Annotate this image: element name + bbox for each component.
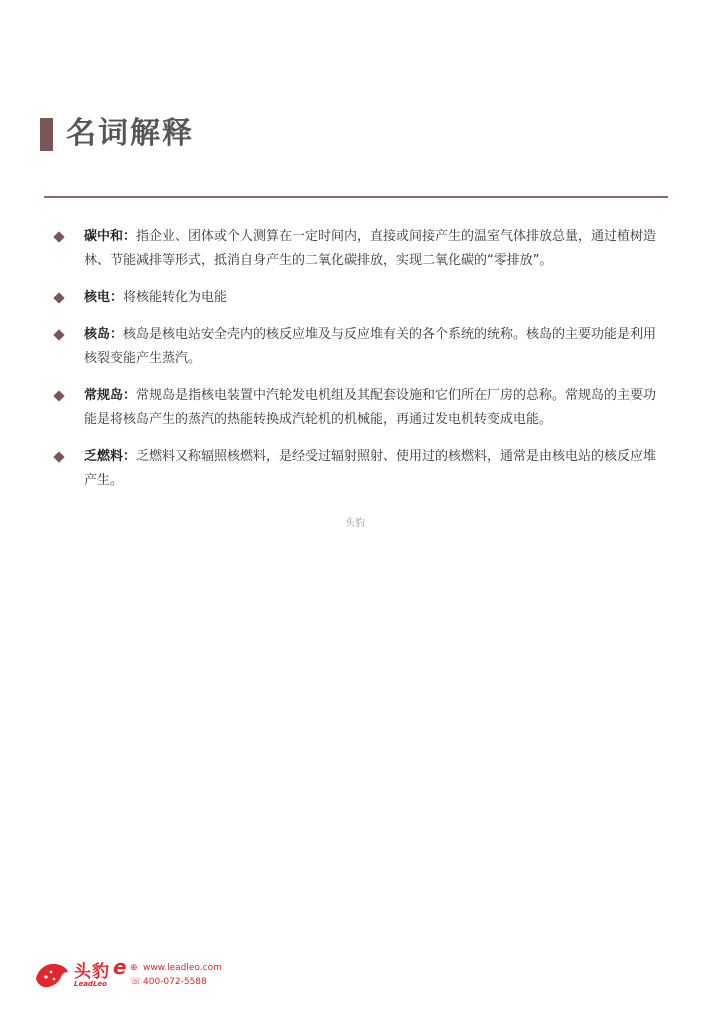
diamond-bullet-icon (53, 231, 64, 242)
phone-number: 400-072-5588 (143, 977, 207, 987)
source-note: 头豹 (345, 518, 365, 529)
term-item-nuclear-power (55, 286, 663, 310)
term-definition: 将核能转化为电能 (123, 290, 228, 305)
term-definition: 乏燃料又称辐照核燃料，是经受过辐射照射、使用过的核燃料，通常是由核电站的核反应堆产生。 (84, 449, 657, 488)
term-name: 核电： (84, 290, 124, 305)
term-definition: 指企业、团体或个人测算在一定时间内，直接或间接产生的温室气体排放总量，通过植树造林、节能减排等形式，抵消自身产生的二氧化碳排放，实现二氧化碳的“零排放”。 (84, 229, 657, 268)
phone-icon: ☏ (130, 977, 142, 987)
title-accent-bar (40, 118, 53, 151)
term-definition: 核岛是核电站安全壳内的核反应堆及与反应堆有关的各个系统的统称。核岛的主要功能是利用核裂变能产生蒸汽。 (84, 327, 657, 366)
page-title: 名词解释 (66, 116, 194, 151)
leopard-logo-icon (34, 957, 70, 991)
diamond-bullet-icon (53, 390, 64, 401)
term-item-carbon-neutral (55, 225, 663, 273)
footer-brand (34, 955, 234, 995)
website-link[interactable]: www.leadleo.com (143, 963, 222, 973)
title-divider (44, 196, 668, 198)
globe-icon: ⊕ (130, 963, 138, 973)
diamond-bullet-icon (53, 451, 64, 462)
term-item-spent-fuel (55, 445, 663, 493)
contact-info (130, 961, 222, 989)
term-item-conventional-island (55, 384, 663, 432)
brand-e-mark: e (113, 955, 127, 979)
website-row (130, 961, 222, 975)
brand-name-cn: 头豹 (74, 962, 110, 982)
term-list (55, 225, 663, 506)
term-name: 碳中和： (84, 229, 137, 244)
term-name: 乏燃料： (84, 449, 137, 464)
term-name: 常规岛： (84, 388, 137, 403)
term-name: 核岛： (84, 327, 124, 342)
phone-row (130, 975, 222, 989)
diamond-bullet-icon (53, 329, 64, 340)
diamond-bullet-icon (53, 292, 64, 303)
term-definition: 常规岛是指核电装置中汽轮发电机组及其配套设施和它们所在厂房的总称。常规岛的主要功能是将核岛产生的蒸汽的热能转换成汽轮机的机械能，再通过发电机转变成电能。 (84, 388, 657, 427)
brand-name-en: LeadLeo (74, 980, 107, 988)
term-item-nuclear-island (55, 323, 663, 371)
